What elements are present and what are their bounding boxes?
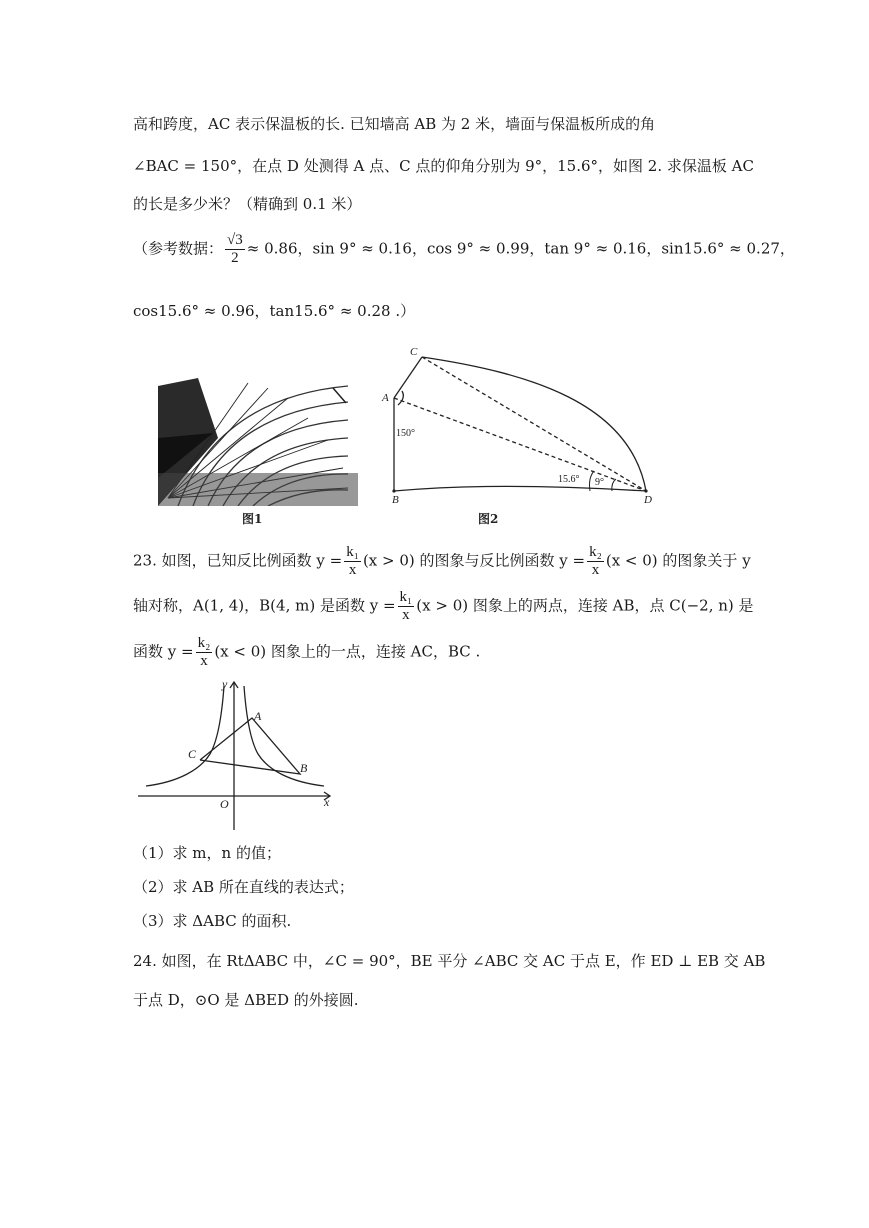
p23-l1-c: (x < 0) 的图象关于 y — [605, 551, 751, 570]
frac-den: 2 — [231, 250, 239, 266]
figure-2-diagram — [380, 343, 670, 508]
frac-den: x — [348, 562, 357, 578]
p23-question-1: （1）求 m，n 的值； — [133, 844, 281, 862]
p22-line-1: 高和跨度，AC 表示保温板的长. 已知墙高 AB 为 2 米，墙面与保温板所成的角 — [133, 115, 656, 133]
label-angle-150: 150° — [396, 428, 415, 439]
ref-open: （参考数据： — [133, 239, 224, 258]
p23-graph — [138, 674, 338, 834]
frac-k2-x — [587, 544, 604, 579]
graph-label-b: B — [300, 761, 308, 775]
frac-den: x — [402, 607, 410, 623]
figure-1-caption: 图1 — [242, 512, 263, 526]
graph-label-y: y — [222, 677, 228, 691]
p23-l2-a: 轴对称，A(1, 4)，B(4, m) 是函数 y = — [133, 596, 396, 615]
frac-num: √3 — [227, 232, 243, 248]
frac-k2-x — [196, 635, 213, 670]
graph-label-a: A — [254, 709, 262, 723]
label-d: D — [644, 494, 652, 506]
p22-line-5: cos15.6° ≈ 0.96，tan15.6° ≈ 0.28 .） — [133, 302, 416, 320]
p22-line-3: 的长是多少米？（精确到 0.1 米） — [133, 195, 362, 213]
p23-line-1 — [133, 544, 751, 579]
frac-num: k₁ — [346, 544, 359, 560]
graph-label-x: x — [324, 795, 330, 809]
frac-k1-x — [398, 589, 415, 624]
p22-line-2: ∠BAC = 150°，在点 D 处测得 A 点、C 点的仰角分别为 9°，15.6°，如图 2. 求保温板 AC — [133, 157, 754, 175]
figure-2-caption: 图2 — [478, 512, 499, 526]
p23-l3-b: (x < 0) 图象上的一点，连接 AC，BC . — [214, 642, 481, 661]
frac-den: x — [200, 653, 208, 669]
p24-line-2: 于点 D，⊙O 是 ΔBED 的外接圆. — [133, 991, 359, 1009]
label-angle-15-6: 15.6° — [558, 474, 580, 485]
p22-reference-data — [133, 232, 795, 267]
p23-l1-a: 23. 如图，已知反比例函数 y = — [133, 551, 343, 570]
arc-150 — [398, 391, 403, 405]
figure-1-photo — [158, 378, 358, 506]
p23-l3-a: 函数 y = — [133, 642, 194, 661]
label-c: C — [410, 346, 418, 358]
p23-l2-b: (x > 0) 图象上的两点，连接 AB，点 C(−2, n) 是 — [416, 596, 754, 615]
span-curve — [422, 357, 646, 491]
graph-label-o: O — [220, 797, 229, 811]
board-ac — [394, 357, 422, 398]
p23-question-3: （3）求 ΔABC 的面积. — [133, 912, 292, 930]
frac-num: k₁ — [399, 589, 413, 605]
frac-den: x — [591, 562, 600, 578]
frac-num: k₂ — [197, 635, 211, 651]
sight-da — [394, 398, 646, 491]
p23-line-3 — [133, 635, 480, 670]
sight-dc — [422, 357, 646, 491]
triangle-abc — [200, 718, 300, 774]
p23-l1-b: (x > 0) 的图象与反比例函数 y = — [362, 551, 586, 570]
label-angle-9: 9° — [595, 477, 604, 488]
graph-label-c: C — [188, 747, 197, 761]
label-b: B — [392, 494, 399, 506]
curve-left — [146, 686, 224, 786]
frac-k1-x — [344, 544, 361, 579]
frac-num: k₂ — [589, 544, 602, 560]
sqrt3-over-2 — [225, 232, 245, 267]
label-a: A — [382, 392, 389, 404]
p23-line-2 — [133, 589, 754, 624]
p24-line-1: 24. 如图，在 RtΔABC 中，∠C = 90°，BE 平分 ∠ABC 交 AC 于点 E，作 ED ⊥ EB 交 AB — [133, 952, 766, 970]
curve-right — [244, 686, 324, 786]
ground-bd — [394, 486, 646, 491]
p23-question-2: （2）求 AB 所在直线的表达式； — [133, 878, 354, 896]
ref-rest: ≈ 0.86，sin 9° ≈ 0.16，cos 9° ≈ 0.99，tan 9° ≈ 0.16，sin15.6° ≈ 0.27， — [246, 239, 795, 258]
